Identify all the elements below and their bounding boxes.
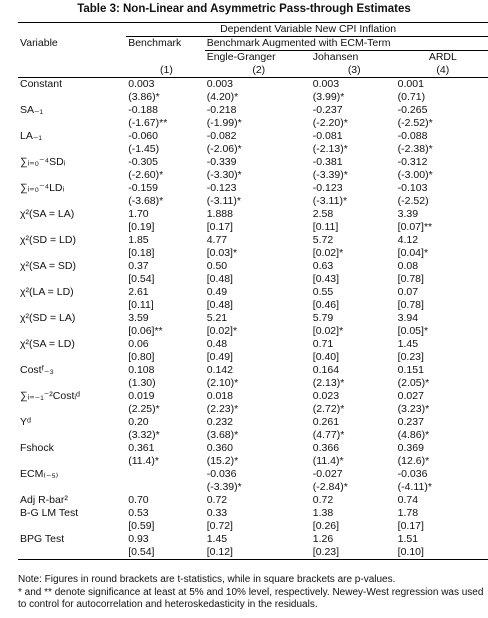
row-label: LA₋₁ <box>20 130 42 142</box>
statistic-cell: (11.4)* <box>312 455 344 467</box>
augmented-header: Benchmark Augmented with ECM-Term <box>205 37 488 51</box>
coefficient-cell: 0.55 <box>312 286 334 298</box>
statistic-cell: (-2.20)* <box>312 117 348 129</box>
row-label-spacer <box>18 351 126 364</box>
statistic-row <box>18 403 488 416</box>
statistic-row <box>18 195 488 208</box>
coefficient-cell: 0.027 <box>397 390 424 402</box>
table-row <box>18 78 488 92</box>
row-label: χ²(LA = LD) <box>20 286 74 298</box>
table-row <box>18 364 488 377</box>
coefficient-cell: 1.45 <box>397 338 419 350</box>
statistic-cell: (-4.11)* <box>397 481 432 493</box>
row-label-spacer <box>18 520 126 533</box>
statistic-cell: (1.30) <box>128 377 156 389</box>
table-title: Table 3: Non-Linear and Asymmetric Pass-through Estimates <box>77 3 411 15</box>
statistic-row <box>18 143 488 156</box>
coefficient-cell: 0.49 <box>206 286 228 298</box>
statistic-cell: (0.71) <box>397 91 426 103</box>
header-spacer <box>18 23 126 37</box>
statistic-cell: (3.32)* <box>128 429 160 441</box>
statistic-cell: [0.48] <box>206 273 233 285</box>
statistic-cell: [0.26] <box>312 520 340 532</box>
statistic-cell: [0.72] <box>206 520 233 532</box>
coefficient-cell: 1.45 <box>206 533 228 545</box>
row-label-spacer <box>18 273 126 286</box>
row-label-spacer <box>18 247 126 260</box>
coefficient-cell: 3.39 <box>397 208 419 220</box>
statistic-cell: (-1.45) <box>128 143 160 155</box>
coefficient-cell: 0.33 <box>206 507 228 519</box>
row-label: BPG Test <box>20 533 65 545</box>
statistic-cell: (4.86)* <box>397 429 430 441</box>
statistic-cell: (-2.60)* <box>128 169 164 181</box>
statistic-row <box>18 455 488 468</box>
johansen-header: Johansen <box>312 51 359 63</box>
note-line: Note: Figures in round brackets are t-statistics, while in square brackets are p-values. <box>18 574 396 585</box>
statistic-cell: [0.12] <box>206 546 233 558</box>
statistic-cell: [0.18] <box>128 247 155 259</box>
statistic-cell: (4.77)* <box>312 429 345 441</box>
variable-header: Variable <box>20 37 58 49</box>
coefficient-cell: -0.027 <box>312 468 343 480</box>
statistic-cell: [0.23] <box>312 546 340 558</box>
coefficient-cell: -0.123 <box>206 182 237 194</box>
coefficient-cell: 0.001 <box>397 78 424 90</box>
statistic-cell: [0.54] <box>128 273 155 285</box>
table-row <box>18 507 488 520</box>
coefficient-cell: 0.232 <box>206 416 233 428</box>
statistic-cell: (3.86)* <box>128 91 160 103</box>
row-label: ∑ᵢ₌₀⁻⁴SDᵢ <box>20 156 66 168</box>
statistic-cell: [0.10] <box>397 546 424 558</box>
coefficient-cell: 0.003 <box>128 78 155 90</box>
coefficient-cell: -0.381 <box>312 156 343 168</box>
table-row <box>18 104 488 117</box>
table-row <box>18 234 488 247</box>
statistic-cell: (-2.38)* <box>397 143 433 155</box>
coefficient-cell: -0.265 <box>397 104 428 116</box>
coefficient-cell: 3.94 <box>397 312 419 324</box>
coefficient-cell: 0.019 <box>128 390 155 402</box>
coefficient-cell: 0.93 <box>128 533 149 545</box>
coefficient-cell: 1.38 <box>312 507 334 519</box>
coefficient-cell: -0.088 <box>397 130 428 142</box>
statistic-cell: [0.23] <box>397 351 424 363</box>
row-label: ECM₍₋₅₎ <box>20 468 59 480</box>
statistic-cell: (-3.30)* <box>206 169 242 181</box>
statistic-row <box>18 299 488 312</box>
coefficient-cell: 0.72 <box>206 494 228 506</box>
column-number: (3) <box>347 64 361 76</box>
coefficient-cell: -0.103 <box>397 182 428 194</box>
row-label: B-G LM Test <box>20 507 79 519</box>
statistic-cell: [0.78] <box>397 273 424 285</box>
coefficient-cell: 0.108 <box>128 364 155 376</box>
statistic-row <box>18 351 488 364</box>
statistic-cell: (4.20)* <box>206 91 239 103</box>
statistic-cell: [0.02]* <box>312 247 344 259</box>
statistic-cell: (-3.11)* <box>312 195 348 207</box>
statistic-row <box>18 273 488 286</box>
statistic-cell: [0.40] <box>312 351 340 363</box>
row-label: Yᵈ <box>20 416 31 428</box>
benchmark-header: Benchmark <box>128 37 182 50</box>
row-label: χ²(SA = SD) <box>20 260 76 272</box>
row-label-spacer <box>18 481 126 494</box>
coefficient-cell: 0.20 <box>128 416 149 428</box>
coefficient-cell: -0.188 <box>128 104 158 116</box>
statistic-row <box>18 377 488 390</box>
table-row <box>18 286 488 299</box>
statistic-cell: [0.59] <box>128 520 155 532</box>
coefficient-cell: 0.366 <box>312 442 340 454</box>
coefficient-cell: 1.51 <box>397 533 419 545</box>
table-row <box>18 156 488 169</box>
coefficient-cell: 0.70 <box>128 494 149 506</box>
statistic-cell <box>126 481 205 494</box>
table-row <box>18 260 488 273</box>
coefficient-cell: 2.58 <box>312 208 334 220</box>
statistic-cell: (2.05)* <box>397 377 430 389</box>
coefficient-cell: 0.151 <box>397 364 424 376</box>
coefficient-cell: -0.082 <box>206 130 237 142</box>
coefficient-cell: 0.63 <box>312 260 334 272</box>
row-label-spacer <box>18 325 126 338</box>
statistic-cell: (-2.13)* <box>312 143 348 155</box>
coefficient-cell: 0.72 <box>312 494 334 506</box>
coefficient-cell: -0.312 <box>397 156 428 168</box>
statistic-cell: (-3.39)* <box>312 169 348 181</box>
header-spacer <box>126 51 205 65</box>
statistic-cell: [0.48] <box>206 299 233 311</box>
coefficient-cell: 0.53 <box>128 507 149 519</box>
row-label-spacer <box>18 403 126 416</box>
statistic-cell: (2.23)* <box>206 403 239 415</box>
row-label-spacer <box>18 143 126 156</box>
coefficient-cell: 0.003 <box>206 78 233 90</box>
statistic-row <box>18 169 488 182</box>
statistic-cell: (15.2)* <box>206 455 239 467</box>
row-label-spacer <box>18 195 126 208</box>
table-row <box>18 130 488 143</box>
statistic-cell: [0.11] <box>128 299 154 311</box>
statistic-cell: (2.10)* <box>206 377 239 389</box>
coefficient-cell: 5.21 <box>206 312 228 324</box>
coefficient-cell: 0.237 <box>397 416 424 428</box>
row-label: SA₋₁ <box>20 104 44 116</box>
statistic-cell: [0.80] <box>128 351 155 363</box>
table-row <box>18 208 488 221</box>
coefficient-cell: -0.339 <box>206 156 237 168</box>
row-label: χ²(SA = LD) <box>20 338 75 350</box>
coefficient-cell: 1.85 <box>128 234 149 246</box>
statistic-row <box>18 247 488 260</box>
coefficient-cell: 5.79 <box>312 312 334 324</box>
table-row <box>18 442 488 455</box>
coefficient-cell: 0.71 <box>312 338 334 350</box>
row-label-spacer <box>18 429 126 442</box>
row-label-spacer <box>18 169 126 182</box>
column-number: (1) <box>160 64 173 76</box>
table-row <box>18 312 488 325</box>
statistic-row <box>18 546 488 560</box>
row-label-spacer <box>18 546 126 560</box>
statistic-cell: (-2.06)* <box>206 143 242 155</box>
table-row <box>18 338 488 351</box>
coefficient-cell: 0.142 <box>206 364 233 376</box>
row-label-spacer <box>18 221 126 234</box>
row-label: Fshock <box>20 442 54 454</box>
statistic-cell: [0.78] <box>397 299 424 311</box>
coefficient-cell: 1.70 <box>128 208 149 220</box>
coefficient-cell: -0.237 <box>312 104 343 116</box>
statistic-cell: (-2.52)* <box>397 117 433 129</box>
row-label: Costᶠ₋₃ <box>20 364 54 376</box>
coefficient-cell: 0.164 <box>312 364 340 376</box>
coefficient-cell: 0.018 <box>206 390 233 402</box>
coefficient-cell: 0.48 <box>206 338 228 350</box>
row-label-spacer <box>18 91 126 104</box>
statistic-cell: [0.43] <box>312 273 340 285</box>
coefficient-cell: 1.78 <box>397 507 419 519</box>
statistic-cell: [0.06]** <box>128 325 163 337</box>
note-line: * and ** denote significance at least at 5% and 10% level, respectively. Newey-West regression was used to control for autocorrelation and heteroskedasticity in the residuals. <box>18 586 484 610</box>
statistic-cell: (11.4)* <box>128 455 159 467</box>
statistic-cell: (2.13)* <box>312 377 345 389</box>
row-label: Adj R-bar² <box>20 494 68 506</box>
coefficient-cell: 0.361 <box>128 442 155 454</box>
coefficient-cell: 3.59 <box>128 312 149 324</box>
coefficient-cell: 0.50 <box>206 260 228 272</box>
statistic-cell: (-1.67)** <box>128 117 168 129</box>
row-label: χ²(SD = LD) <box>20 234 76 246</box>
column-number: (2) <box>252 64 266 76</box>
coefficient-cell: -0.218 <box>206 104 237 116</box>
row-label: χ²(SA = LA) <box>20 208 75 220</box>
statistic-row <box>18 481 488 494</box>
statistic-cell: [0.17] <box>397 520 424 532</box>
statistic-cell: [0.02]* <box>206 325 238 337</box>
row-label-spacer <box>18 455 126 468</box>
coefficient-cell: 4.12 <box>397 234 419 246</box>
statistic-cell: (12.6)* <box>397 455 430 467</box>
statistic-cell: [0.46] <box>312 299 340 311</box>
row-label-spacer <box>18 377 126 390</box>
coefficient-cell: -0.123 <box>312 182 343 194</box>
statistic-cell: [0.07]** <box>397 221 433 233</box>
table-row <box>18 468 488 481</box>
row-label: ∑ᵢ₌₋₁⁻²Costᵢᵈ <box>20 390 81 402</box>
coefficient-cell: 5.72 <box>312 234 334 246</box>
header-spacer <box>18 64 126 78</box>
statistic-cell: (-1.99)* <box>206 117 242 129</box>
table-row <box>18 416 488 429</box>
statistic-cell: (-3.11)* <box>206 195 241 207</box>
statistic-cell: (-3.39)* <box>206 481 242 493</box>
row-label: Constant <box>20 78 63 90</box>
coefficient-cell: -0.036 <box>206 468 237 480</box>
statistic-row <box>18 325 488 338</box>
statistic-cell: (-3.00)* <box>397 169 433 181</box>
estimates-table <box>18 22 488 560</box>
coefficient-cell: 0.08 <box>397 260 419 272</box>
coefficient-cell: 0.06 <box>128 338 149 350</box>
coefficient-cell: 2.61 <box>128 286 149 298</box>
coefficient-cell: 0.261 <box>312 416 340 428</box>
statistic-cell: [0.02]* <box>312 325 344 337</box>
statistic-row <box>18 221 488 234</box>
statistic-cell: (-2.84)* <box>312 481 348 493</box>
coefficient-cell: 0.37 <box>128 260 149 272</box>
statistic-row <box>18 117 488 130</box>
coefficient-cell: -0.060 <box>128 130 158 142</box>
table-row <box>18 494 488 507</box>
statistic-row <box>18 91 488 104</box>
engle-granger-header: Engle-Granger <box>206 51 276 63</box>
table-row <box>18 390 488 403</box>
statistic-cell: [0.03]* <box>206 247 238 259</box>
row-label: χ²(SD = LA) <box>20 312 76 324</box>
row-label-spacer <box>18 299 126 312</box>
table-notes <box>18 574 484 612</box>
coefficient-cell: -0.036 <box>397 468 428 480</box>
header-spacer <box>18 51 126 65</box>
row-label-spacer <box>18 117 126 130</box>
statistic-cell: (2.25)* <box>128 403 160 415</box>
statistic-cell: [0.17] <box>206 221 233 233</box>
row-label: ∑ᵢ₌₀⁻⁴LDᵢ <box>20 182 65 194</box>
statistic-cell: [0.05]* <box>397 325 429 337</box>
statistic-cell: (2.72)* <box>312 403 345 415</box>
statistic-cell: (-3.68)* <box>128 195 164 207</box>
coefficient-cell: 1.888 <box>206 208 233 220</box>
table-row <box>18 182 488 195</box>
statistic-cell: [0.49] <box>206 351 233 363</box>
coefficient-cell <box>126 468 205 481</box>
coefficient-cell: 0.003 <box>312 78 340 90</box>
statistic-cell: (3.23)* <box>397 403 430 415</box>
coefficient-cell: 1.26 <box>312 533 334 545</box>
statistic-cell: [0.54] <box>128 546 155 558</box>
statistic-row <box>18 520 488 533</box>
statistic-cell: (-2.52) <box>397 195 429 207</box>
coefficient-cell: 0.023 <box>312 390 340 402</box>
table-body <box>18 78 488 560</box>
coefficient-cell: 0.360 <box>206 442 233 454</box>
column-number: (4) <box>436 64 450 76</box>
ardl-header: ARDL <box>428 51 457 63</box>
coefficient-cell: -0.081 <box>312 130 343 142</box>
statistic-cell: (3.99)* <box>312 91 345 103</box>
coefficient-cell: 0.74 <box>397 494 419 506</box>
dependent-variable-header: Dependent Variable New CPI Inflation <box>126 23 488 37</box>
statistic-cell: [0.04]* <box>397 247 429 259</box>
statistic-cell: [0.19] <box>128 221 155 233</box>
statistic-cell: [0.11] <box>312 221 339 233</box>
table-row <box>18 533 488 546</box>
statistic-row <box>18 429 488 442</box>
coefficient-cell: 0.07 <box>397 286 419 298</box>
coefficient-cell: -0.159 <box>128 182 158 194</box>
coefficient-cell: 4.77 <box>206 234 228 246</box>
statistic-cell: (3.68)* <box>206 429 239 441</box>
coefficient-cell: -0.305 <box>128 156 158 168</box>
coefficient-cell: 0.369 <box>397 442 424 454</box>
